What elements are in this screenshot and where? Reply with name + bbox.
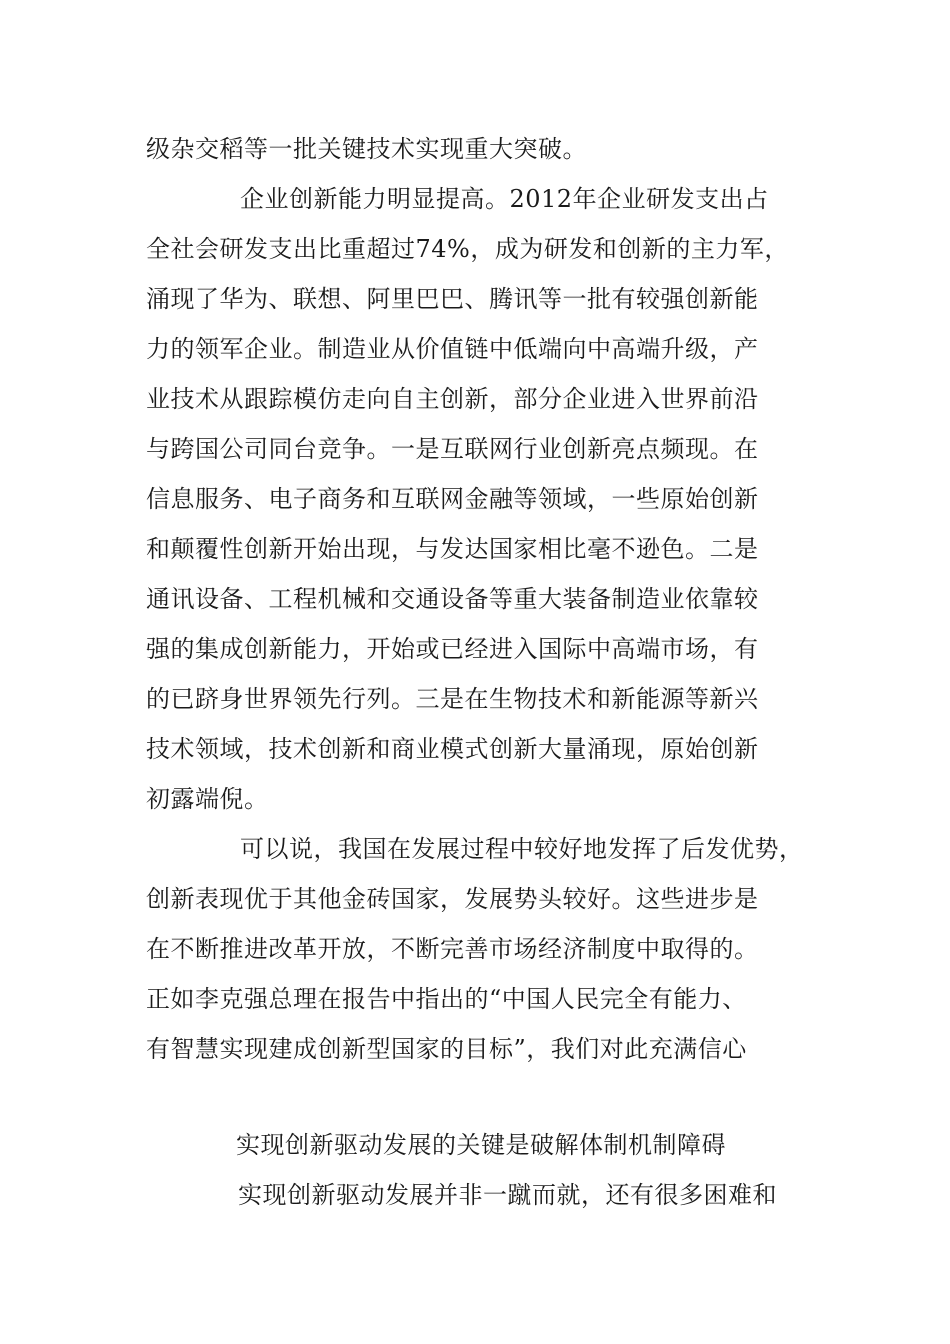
text-line-2: 企业创新能力明显提高。2012年企业研发支出占 [240,185,769,213]
text-line-14: 初露端倪。 [146,785,269,813]
text-line-11: 强的集成创新能力，开始或已经进入国际中高端市场，有 [146,635,759,663]
text-line-10: 通讯设备、工程机械和交通设备等重大装备制造业依靠较 [146,585,759,613]
text-line-7: 与跨国公司同台竞争。一是互联网行业创新亮点频现。在 [146,435,759,463]
text-line-18: 正如李克强总理在报告中指出的“中国人民完全有能力、 [146,985,747,1013]
text-line-3: 全社会研发支出比重超过74%，成为研发和创新的主力军， [146,235,789,263]
text-line-17: 在不断推进改革开放，不断完善市场经济制度中取得的。 [146,935,759,963]
text-line-13: 技术领域，技术创新和商业模式创新大量涌现，原始创新 [146,735,759,763]
text-line-19: 有智慧实现建成创新型国家的目标”，我们对此充满信心 [146,1035,747,1063]
text-line-15: 可以说，我国在发展过程中较好地发挥了后发优势， [240,835,804,863]
text-line-12: 的已跻身世界领先行列。三是在生物技术和新能源等新兴 [146,685,759,713]
text-line-21: 实现创新驱动发展并非一蹴而就，还有很多困难和 [238,1181,777,1209]
section-heading: 实现创新驱动发展的关键是破解体制机制障碍 [236,1131,726,1159]
text-line-5: 力的领军企业。制造业从价值链中低端向中高端升级，产 [146,335,759,363]
text-line-1: 级杂交稻等一批关键技术实现重大突破。 [146,135,587,163]
text-line-8: 信息服务、电子商务和互联网金融等领域，一些原始创新 [146,485,759,513]
text-line-9: 和颠覆性创新开始出现，与发达国家相比毫不逊色。二是 [146,535,759,563]
text-line-4: 涌现了华为、联想、阿里巴巴、腾讯等一批有较强创新能 [146,285,759,313]
text-line-6: 业技术从跟踪模仿走向自主创新，部分企业进入世界前沿 [146,385,759,413]
text-line-16: 创新表现优于其他金砖国家，发展势头较好。这些进步是 [146,885,759,913]
